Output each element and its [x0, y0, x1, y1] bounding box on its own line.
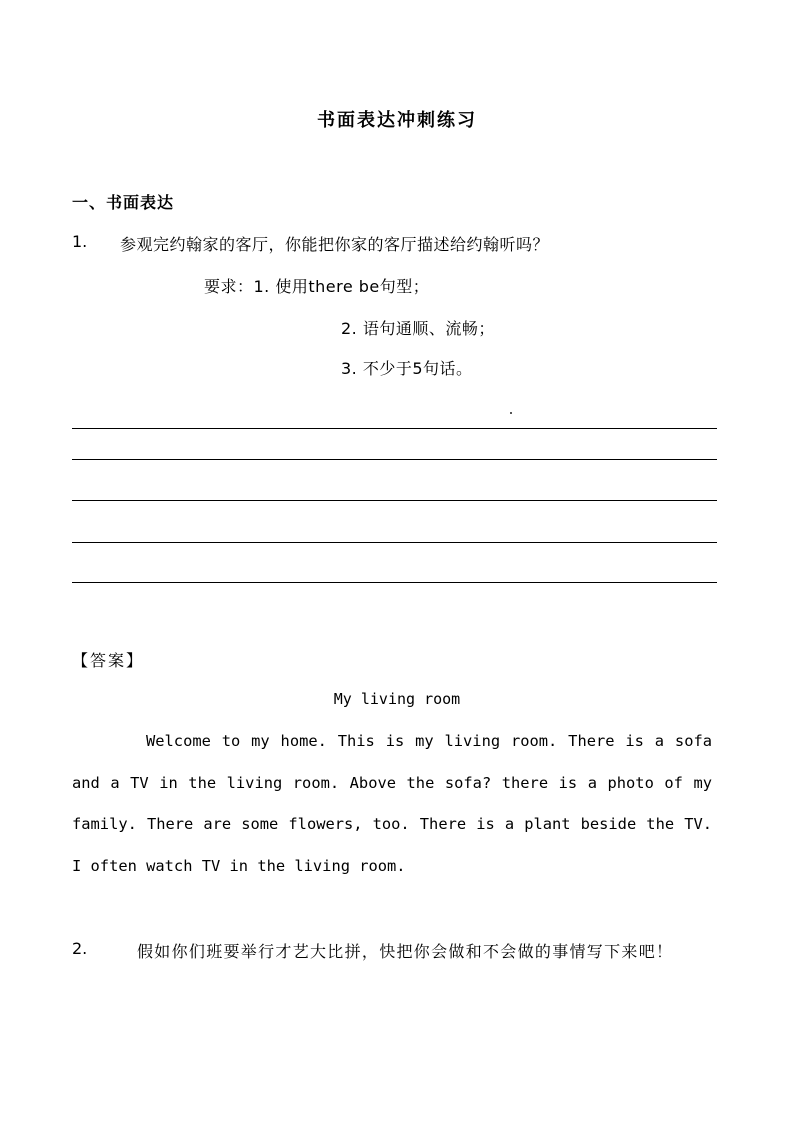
essay-title: My living room — [333, 690, 461, 708]
answer-line — [72, 542, 717, 543]
essay-body: Welcome to my home. This is my living room. There is a sofa and a TV in the living room. Above the sofa? there is a photo of my family. There are some flowers, too. There is a plant beside the TV. I often watch TV in the living room. — [72, 732, 712, 875]
answer-label: 【答案】 — [72, 651, 145, 670]
question-1-prompt: 参观完约翰家的客厅，你能把你家的客厅描述给约翰听吗？ — [120, 235, 550, 254]
page-title: 书面表达冲刺练习 — [317, 110, 477, 131]
answer-line — [72, 500, 717, 501]
question-1-number: 1. — [72, 232, 88, 251]
answer-line — [72, 459, 717, 460]
section-heading: 一、书面表达 — [72, 193, 175, 212]
stray-dot — [510, 412, 512, 414]
answer-line — [72, 582, 717, 583]
requirement-2: 2. 语句通顺、流畅； — [341, 319, 495, 338]
answer-line — [72, 428, 717, 429]
question-2-prompt: 假如你们班要举行才艺大比拼，快把你会做和不会做的事情写下来吧！ — [137, 942, 674, 961]
question-2-number: 2. — [72, 939, 88, 958]
requirement-3: 3. 不少于5句话。 — [341, 359, 473, 378]
requirement-1: 要求：1. 使用there be句型； — [204, 277, 430, 296]
